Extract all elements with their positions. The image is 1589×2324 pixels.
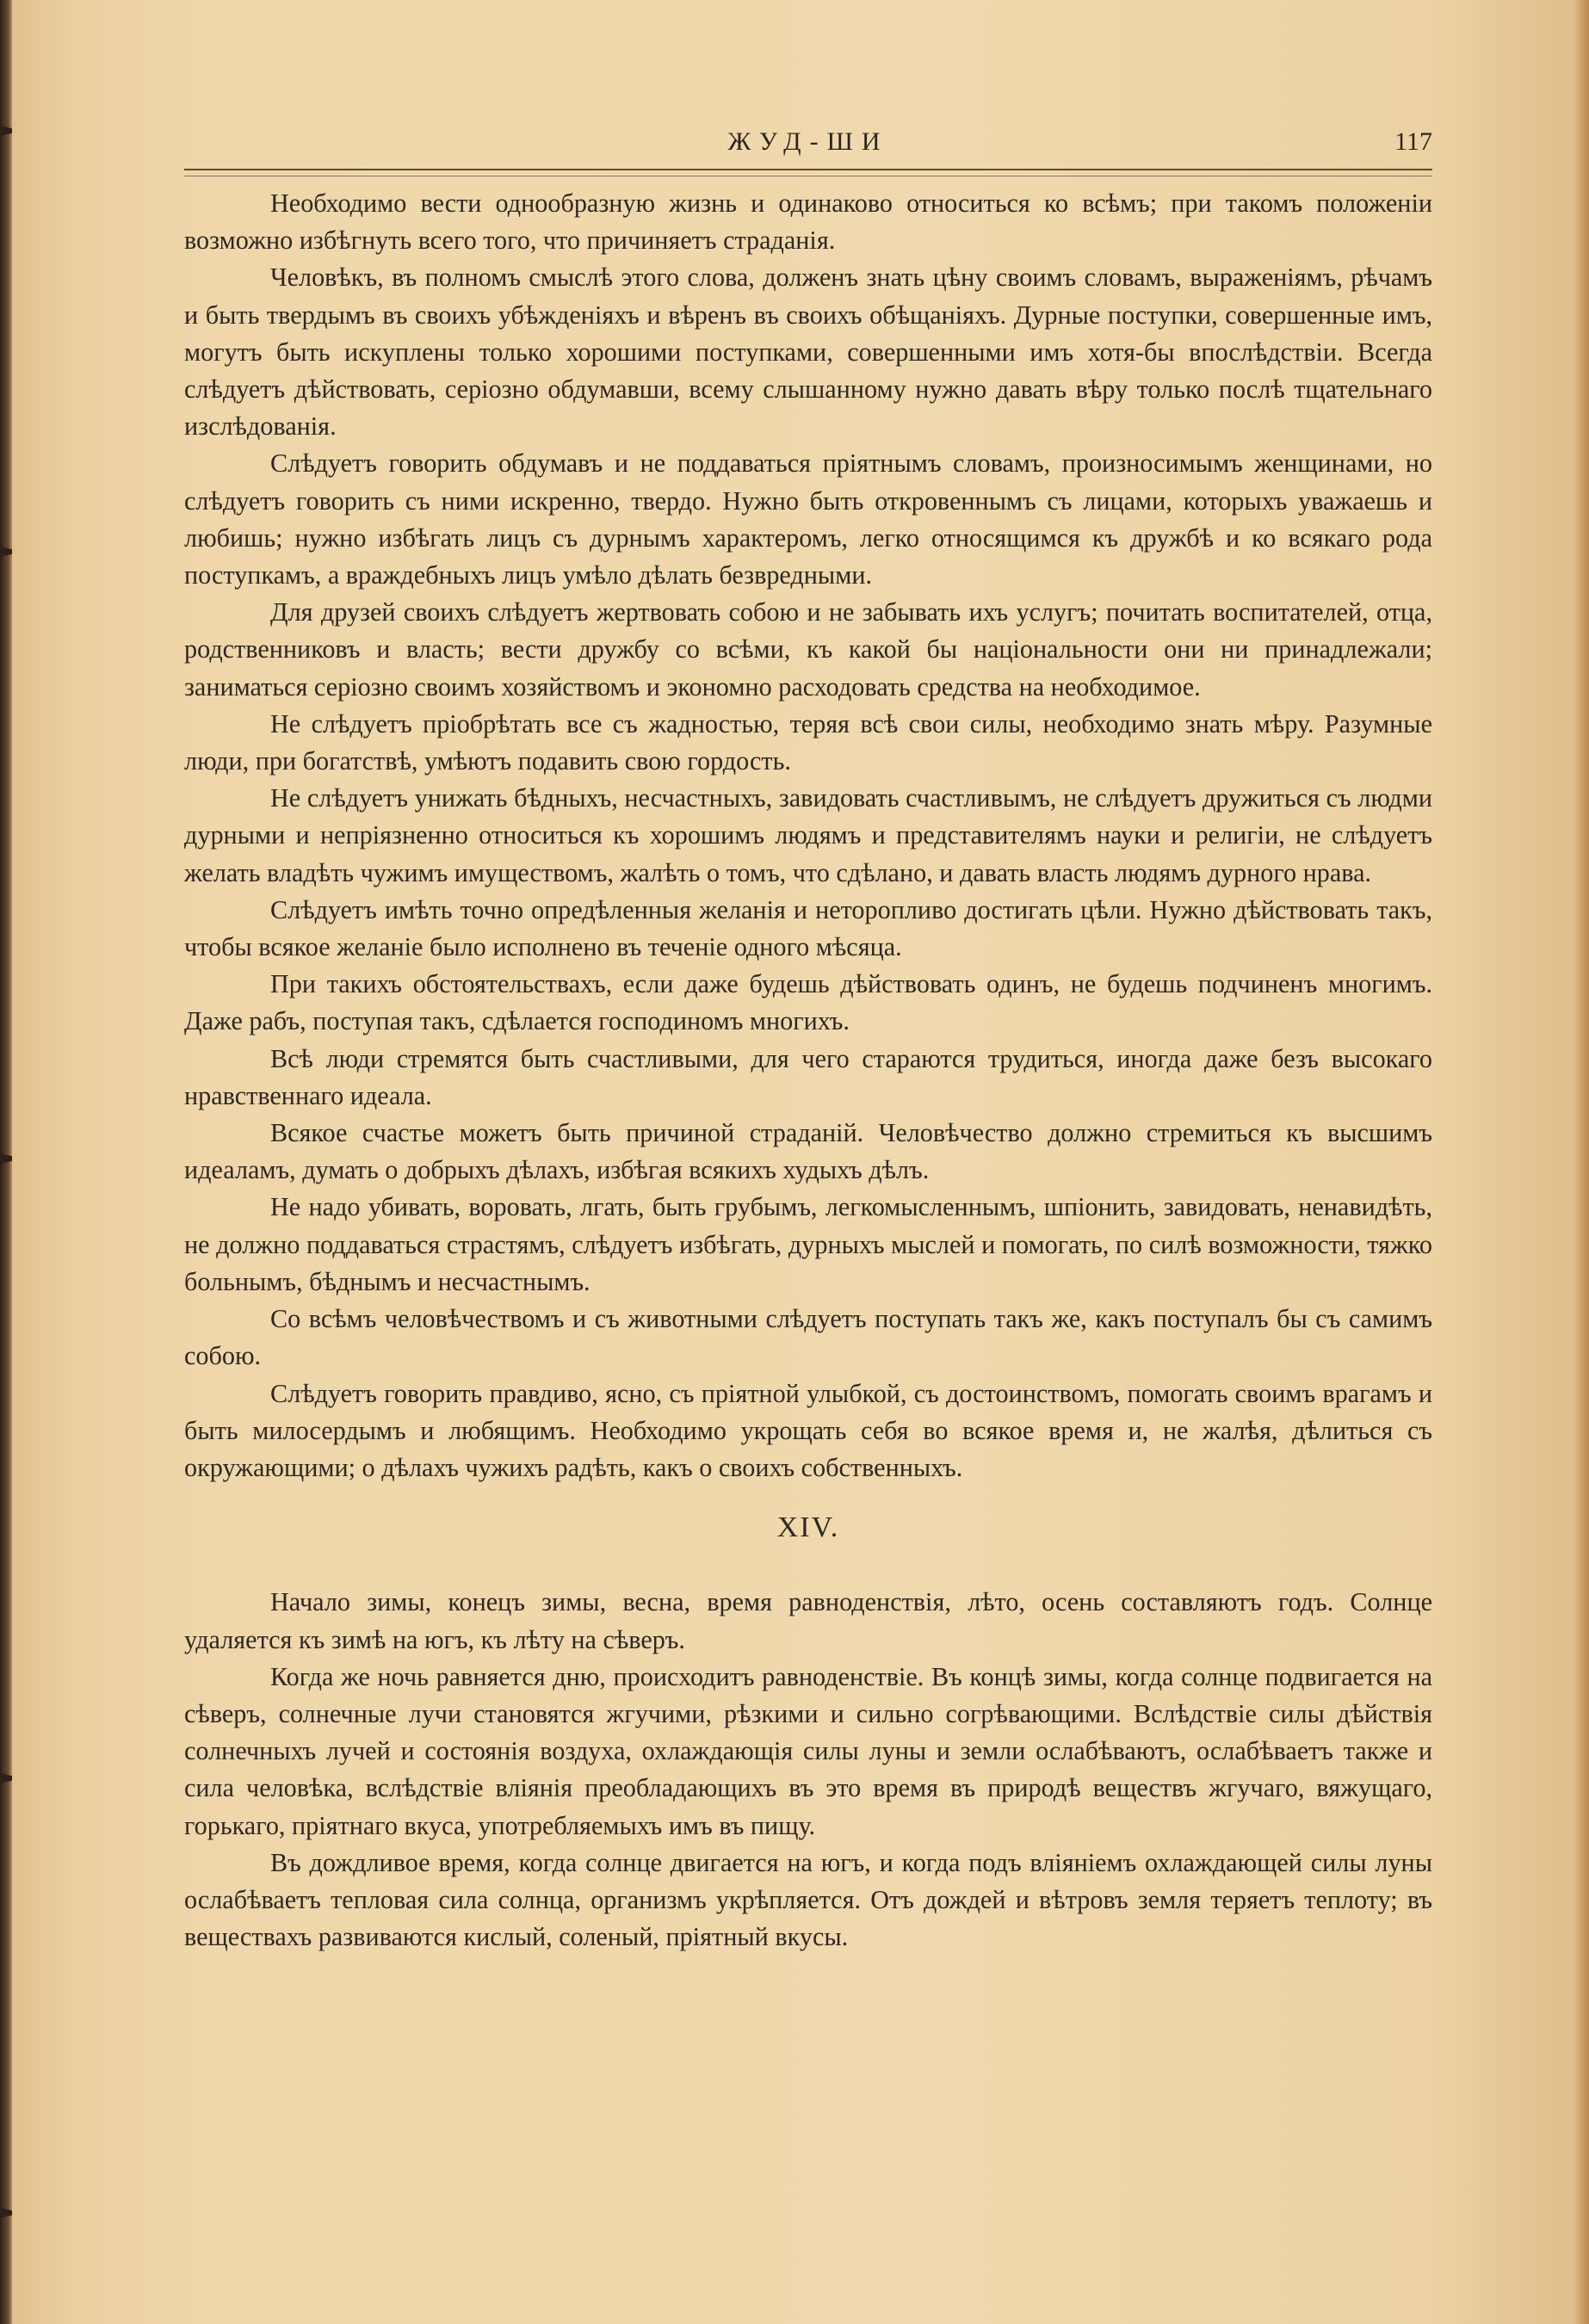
section-heading: XIV. [776, 1511, 840, 1544]
paragraph: Не слѣдуетъ пріобрѣтать все съ жадностью, теряя всѣ свои силы, необходимо знать мѣру. Разумные люди, при богатствѣ, умѣютъ подавить свою гордость. [184, 708, 1432, 776]
paragraph: Не надо убивать, воровать, лгать, быть грубымъ, легкомысленнымъ, шпіонить, завидовать, ненавидѣть, не должно поддаваться страстямъ, слѣдуетъ избѣгать, дурныхъ мыслей и помогать, по силѣ возможности, тяжко больнымъ, бѣднымъ и несчастнымъ. [184, 1192, 1432, 1296]
paragraph: Всѣ люди стремятся быть счастливыми, для чего стараются трудиться, иногда даже безъ высокаго нравственнаго идеала. [184, 1043, 1432, 1110]
paragraph: Слѣдуетъ имѣть точно опредѣленныя желанія и неторопливо достигать цѣли. Нужно дѣйствовать такъ, чтобы всякое желаніе было исполнено въ теченіе одного мѣсяца. [184, 894, 1432, 962]
body-text [184, 185, 1432, 1956]
paragraph: Въ дождливое время, когда солнце двигается на югъ, и когда подъ вліяніемъ охлаждающей силы луны ослабѣваетъ тепловая сила солнца, организмъ укрѣпляется. Отъ дождей и вѣтровъ земля теряетъ теплоту; въ веществахъ развиваются кислый, соленый, пріятный вкусы. [184, 1847, 1432, 1952]
paragraph: Человѣкъ, въ полномъ смыслѣ этого слова, долженъ знать цѣну своимъ словамъ, выраженіямъ, рѣчамъ и быть твердымъ въ своихъ убѣжденіяхъ и вѣренъ въ своихъ обѣщаніяхъ. Дурные поступки, совершенные имъ, могутъ быть искуплены только хорошими поступками, совершенными имъ хотя-бы впослѣдствіи. Всегда слѣдуетъ дѣйствовать, серіозно обдумавши, всему слышанному нужно давать вѣру только послѣ тщательнаго изслѣдованія. [184, 263, 1432, 442]
book-spine [0, 0, 12, 2324]
paragraph: Необходимо вести однообразную жизнь и одинаково относиться ко всѣмъ; при такомъ положеніи возможно избѣгнуть всего того, что причиняетъ страданія. [184, 189, 1432, 256]
paragraph: Слѣдуетъ говорить обдумавъ и не поддаваться пріятнымъ словамъ, произносимымъ женщинами, но слѣдуетъ говорить съ ними искренно, твердо. Нужно быть откровеннымъ съ лицами, которыхъ уважаешь и любишь; нужно избѣгать лицъ съ дурнымъ характеромъ, легко относящимся къ дружбѣ и ко всякаго рода поступкамъ, а враждебныхъ лицъ умѣло дѣлать безвредными. [184, 448, 1432, 590]
paragraph: Слѣдуетъ говорить правдиво, ясно, съ пріятной улыбкой, съ достоинствомъ, помогать своимъ врагамъ и быть милосердымъ и любящимъ. Необходимо укрощать себя во всякое время и, не жалѣя, дѣлиться съ окружающими; о дѣлахъ чужихъ радѣть, какъ о своихъ собственныхъ. [184, 1378, 1432, 1482]
paragraph: Всякое счастье можетъ быть причиной страданій. Человѣчество должно стремиться къ высшимъ идеаламъ, думать о добрыхъ дѣлахъ, избѣгая всякихъ худыхъ дѣлъ. [184, 1118, 1432, 1185]
paragraph: Со всѣмъ человѣчествомъ и съ животными слѣдуетъ поступать такъ же, какъ поступалъ бы съ самимъ собою. [184, 1304, 1432, 1371]
paragraph: Не слѣдуетъ унижать бѣдныхъ, несчастныхъ, завидовать счастливымъ, не слѣдуетъ дружиться съ людми дурными и непріязненно относиться къ хорошимъ людямъ и представителямъ науки и религіи, не слѣдуетъ желать владѣть чужимъ имуществомъ, жалѣть о томъ, что сдѣлано, и давать власть людямъ дурного нрава. [184, 783, 1432, 887]
page-header [184, 127, 1432, 162]
paragraph: Начало зимы, конецъ зимы, весна, время равноденствія, лѣто, осень составляютъ годъ. Солнце удаляется къ зимѣ на югъ, къ лѣту на сѣверъ. [184, 1587, 1432, 1654]
book-page [12, 0, 1589, 2324]
paragraph: Для друзей своихъ слѣдуетъ жертвовать собою и не забывать ихъ услугъ; почитать воспитателей, отца, родственниковъ и власть; вести дружбу со всѣми, къ какой бы національности они ни принадлежали; заниматься серіозно своимъ хозяйствомъ и экономно расходовать средства на необходимое. [184, 597, 1432, 702]
page-edge-shadow [1574, 0, 1589, 2324]
paragraph: Когда же ночь равняется дню, происходитъ равноденствіе. Въ концѣ зимы, когда солнце подвигается на сѣверъ, солнечные лучи становятся жгучими, рѣзкими и сильно согрѣвающими. Вслѣдствіе силы дѣйствія солнечныхъ лучей и состоянія воздуха, охлаждающія силы луны и земли ослабѣваютъ, ослабѣваетъ также и сила человѣка, вслѣдствіе вліянія преобладающихъ въ это время въ природѣ веществъ жгучаго, вяжущаго, горькаго, пріятнаго вкуса, употребляемыхъ имъ въ пищу. [184, 1661, 1432, 1840]
running-title: ЖУД-ШИ [727, 127, 889, 156]
header-rule [184, 169, 1432, 176]
paragraph: При такихъ обстоятельствахъ, если даже будешь дѣйствовать одинъ, не будешь подчиненъ многимъ. Даже рабъ, поступая такъ, сдѣлается господиномъ многихъ. [184, 969, 1432, 1036]
page-number: 117 [1394, 127, 1432, 156]
